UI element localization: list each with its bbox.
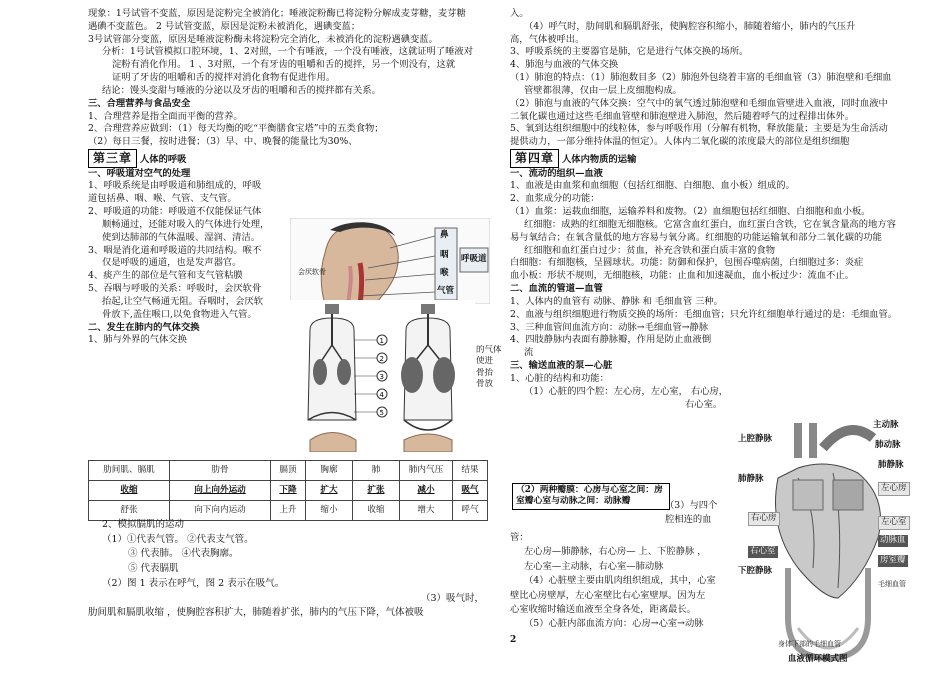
text-line: （2）肺泡与血液的气体交换：空气中的氧气透过肺泡壁和毛细血管壁进入血液，同时血液中 bbox=[510, 97, 888, 109]
text-line: 红细胞：成熟的红细胞无细胞核。它富含血红蛋白，血红蛋白含铁，它在氧含量高的地方容 bbox=[524, 218, 896, 230]
text-line: 入。 bbox=[510, 8, 529, 19]
respiratory-tract-figure bbox=[290, 218, 490, 304]
chapter-subtitle: 人体的呼吸 bbox=[139, 154, 187, 166]
text-line: 遇碘不变蓝色。 2 号试管变蓝，原因是淀粉未被消化，遇碘变蓝； bbox=[88, 20, 361, 32]
svg-text:5: 5 bbox=[379, 409, 384, 417]
text-line: 现象：1号试管不变蓝，原因是淀粉完全被消化；唾液淀粉酶已将淀粉分解成麦芽糖，麦芽糖 bbox=[88, 8, 466, 19]
text-line: 2、血液与组织细胞进行物质交换的场所：毛细血管；只允许红细胞单行通过的是：毛细血管。 bbox=[510, 308, 898, 320]
svg-text:4: 4 bbox=[379, 391, 384, 399]
text-line: 3、咽是消化道和呼吸道的共同结构。喉不 bbox=[88, 244, 262, 256]
text-line: 4、肺泡与血液的气体交换 bbox=[510, 59, 619, 71]
text-line: 管： bbox=[510, 532, 529, 543]
section-heading: 三、输送血液的泵—心脏 bbox=[510, 360, 613, 372]
text-line: 流 bbox=[524, 347, 534, 359]
heart-text-section bbox=[510, 531, 740, 632]
text-line: 5、吞咽与呼吸的关系：呼吸时，会厌软骨 bbox=[88, 283, 262, 295]
text-line: 1、血液是由血浆和血细胞（包括红细胞、白细胞、血小板）组成的。 bbox=[510, 180, 795, 192]
text-line: 仅是呼吸的通道，也是发声器官。 bbox=[102, 257, 242, 269]
nose-label: 鼻 bbox=[440, 230, 449, 240]
chapter-heading bbox=[510, 149, 920, 168]
chapter-title: 第四章 bbox=[510, 149, 559, 168]
page-number: 2 bbox=[510, 635, 517, 645]
table-header-cell: 胸廓 bbox=[306, 461, 353, 481]
text-line: 使到达肺部的气体温暖、湿润、清洁。 bbox=[102, 231, 261, 243]
text-line: 易与氧结合；在氧含量低的地方容易与氧分离。红细胞的功能运输氧和部分二氧化碳的功能 bbox=[510, 231, 882, 243]
text-line: ③ 代表肺。 ④代表胸廓。 bbox=[128, 548, 239, 560]
atrioventricular-valve-label: 房室瓣 bbox=[880, 555, 906, 565]
text-line: 提供动力，一部分维持体温的恒定）。人体内二氧化碳的浓度最大的部位是组织细胞 bbox=[510, 136, 850, 148]
text-line: 2、血浆成分的功能： bbox=[510, 193, 600, 205]
table-cell: 减小 bbox=[400, 481, 453, 501]
text-line: （2）图 1 表示在呼气，图 2 表示在吸气。 bbox=[102, 577, 285, 589]
superior-vena-cava-label: 上腔静脉 bbox=[738, 434, 773, 444]
body-capillary-label: 身体下部的毛细血管 bbox=[778, 640, 841, 648]
arterial-blood-label: 动脉血 bbox=[880, 535, 906, 545]
table-header-row bbox=[89, 461, 488, 481]
table-cell: 呼气 bbox=[453, 501, 488, 521]
table-cell: 下降 bbox=[271, 481, 306, 501]
text-line: 1、合理营养是指全面而平衡的营养。 bbox=[88, 110, 243, 122]
text-line: 右心室。 bbox=[685, 398, 723, 410]
text-line: 3、三种血管间血流方向：动脉→毛细血管→静脉 bbox=[510, 321, 709, 333]
text-line: 抬起,让空气畅通无阻。吞咽时，会厌软 bbox=[102, 295, 264, 307]
text-line: 左心室—主动脉，右心室—肺动脉 bbox=[524, 560, 664, 572]
table-header-cell: 肺 bbox=[353, 461, 400, 481]
text-line: （1）血浆：运载血细胞，运输养料和废物。（2）血细胞包括红细胞、白细胞和血小板。 bbox=[510, 206, 871, 218]
chapter-title: 第三章 bbox=[88, 149, 137, 168]
table-header-cell: 结果 bbox=[453, 461, 488, 481]
diaphragm-model-section bbox=[88, 518, 498, 621]
text-line: 3号试管部分变蓝，原因是唾液淀粉酶未将淀粉完全消化，未被消化的淀粉遇碘变蓝。 bbox=[88, 33, 438, 45]
text-line: （1）心脏的四个腔：左心房，左心室， 右心房， bbox=[524, 385, 729, 397]
text-line: 心室收缩时输送血液至全身各处，距离最长。 bbox=[510, 604, 696, 616]
epiglottis-label: 会厌软骨 bbox=[298, 268, 326, 276]
airway-label: 呼吸道 bbox=[461, 254, 487, 264]
table-cell: 收缩 bbox=[353, 501, 400, 521]
right-ventricle-label: 右心室 bbox=[750, 546, 776, 556]
head-profile-illustration bbox=[290, 218, 490, 304]
text-line: 腔相连的血 bbox=[665, 514, 712, 526]
table-header-cell: 膈顶 bbox=[271, 461, 306, 481]
text-line: （2）每日三餐，按时进餐；（3）早、中、晚餐的能量比为30%、 bbox=[88, 136, 358, 148]
pulmonary-artery-label: 肺动脉 bbox=[875, 440, 901, 450]
right-column bbox=[510, 8, 920, 411]
section-heading: 三、合理营养与食品安全 bbox=[88, 97, 191, 109]
text-line: 3、呼吸系统的主要器官是肺，它是进行气体交换的场所。 bbox=[510, 46, 749, 58]
text-line: 壁比心房壁厚，左心室壁比右心室壁厚。因为左 bbox=[510, 589, 706, 601]
table-cell: 吸气 bbox=[453, 481, 488, 501]
pulmonary-vein-label: 肺静脉 bbox=[878, 460, 904, 470]
text-line: 道包括鼻、咽、喉、气管、支气管。 bbox=[88, 193, 237, 205]
left-atrium-label: 左心房 bbox=[878, 482, 910, 496]
table-header-cell: 肋骨 bbox=[170, 461, 271, 481]
text-line: 左心房—肺静脉，右心房— 上、下腔静脉 ， bbox=[524, 546, 707, 558]
capillary-label: 毛细血管 bbox=[878, 580, 906, 588]
table-cell: 向上向外运动 bbox=[170, 481, 271, 501]
table-cell: 舒张 bbox=[89, 501, 170, 521]
text-line: ⑤ 代表膈肌 bbox=[128, 563, 179, 575]
text-line: 骨放下,盖住喉口,以免食物进入气管。 bbox=[102, 308, 257, 320]
breathing-movement-table bbox=[88, 460, 488, 521]
aorta-label: 主动脉 bbox=[873, 420, 899, 430]
text-line: （4）呼气时，肋间肌和膈肌舒张，使胸腔容积缩小，肺随着缩小，肺内的气压升 bbox=[524, 20, 856, 32]
table-cell: 扩张 bbox=[353, 481, 400, 501]
table-header-cell: 肋间肌、膈肌 bbox=[89, 461, 170, 481]
inferior-vena-cava-label: 下腔静脉 bbox=[738, 566, 773, 576]
text-line: 结论：馒头变甜与唾液的分泌以及牙齿的咀嚼和舌的搅拌都有关系。 bbox=[102, 84, 381, 96]
bell-jar-model-figure bbox=[290, 300, 475, 452]
table-cell: 向下向内运动 bbox=[170, 501, 271, 521]
bell-jar-illustration bbox=[290, 300, 475, 452]
section-heading: 二、发生在肺内的气体交换 bbox=[88, 321, 200, 333]
text-line: 高，气体被呼出。 bbox=[510, 33, 585, 45]
text-line: 肋间肌和膈肌收缩 ，使胸腔容积扩大，肺随着扩张，肺内的气压下降，气体被吸 bbox=[88, 607, 424, 619]
text-line: 5、氧到达组织细胞中的线粒体，参与呼吸作用（分解有机物，释放能量；主要是为生命活动 bbox=[510, 123, 888, 135]
clipped-side-notes bbox=[476, 345, 510, 415]
text-line: （3）与四个 bbox=[665, 500, 718, 511]
chapter-subtitle: 人体内物质的运输 bbox=[561, 154, 637, 166]
pulmonary-vein-label: 肺静脉 bbox=[738, 474, 764, 484]
svg-text:2: 2 bbox=[379, 355, 384, 363]
text-line: （3）吸气时， bbox=[420, 592, 484, 604]
section-heading: 二、血流的管道—血管 bbox=[510, 283, 603, 295]
text-line: 白细胞：有细胞核，呈圆球状。功能：防御和保护，包围吞噬病菌，白细胞过多：炎症 bbox=[510, 257, 864, 269]
section-heading: 一、流动的组织—血液 bbox=[510, 167, 603, 179]
table-cell: 增大 bbox=[400, 501, 453, 521]
text-line: 二氧化碳也通过这些毛细血管壁和肺泡壁进入肺泡，然后随着呼气的过程排出体外。 bbox=[510, 110, 854, 122]
table-cell: 扩大 bbox=[306, 481, 353, 501]
figure-caption: 血液循环模式图 bbox=[788, 654, 848, 664]
text-line: 淀粉有消化作用。 1 、3对照，一个有牙齿的咀嚼和舌的搅拌，另一个则没有，这就 bbox=[112, 59, 456, 71]
text-line: 1、肺与外界的气体交换 bbox=[88, 334, 187, 346]
text-line: 2、合理营养应做到：（1）每天均衡的吃“平衡膳食宝塔”中的五类食物； bbox=[88, 123, 384, 135]
svg-text:3: 3 bbox=[379, 373, 384, 381]
text-line: 红细胞和血红蛋白过少：贫血，补充含铁和蛋白质丰富的食物 bbox=[524, 244, 776, 256]
svg-text:1: 1 bbox=[379, 337, 384, 345]
text-line: 2、模拟膈肌的运动 bbox=[102, 519, 185, 530]
chapter-heading bbox=[88, 149, 498, 168]
table-cell: 收缩 bbox=[89, 481, 170, 501]
table-cell: 上升 bbox=[271, 501, 306, 521]
valve-note-box: （2）两种瓣膜：心房与心室之间：房室瓣心室与动脉之间：动脉瓣 bbox=[512, 483, 670, 510]
right-atrium-label: 右心房 bbox=[748, 512, 780, 526]
side-note: 的气体 bbox=[476, 345, 502, 355]
text-line: 1、心脏的结构和功能： bbox=[510, 372, 609, 384]
vessel-note bbox=[665, 499, 735, 528]
text-line: 证明了牙齿的咀嚼和舌的搅拌对消化食物有促进作用。 bbox=[112, 72, 336, 84]
side-note: 骨放 bbox=[476, 379, 494, 390]
text-line: 1、人体内的血管有 动脉、静脉 和 毛细血管 三种。 bbox=[510, 295, 723, 307]
larynx-label: 喉 bbox=[440, 268, 449, 278]
pharynx-label: 咽 bbox=[440, 250, 449, 260]
text-line: （1）肺泡的特点：（1）肺泡数目多（2）肺泡外包绕着丰富的毛细血管（3）肺泡壁和毛细血 bbox=[510, 72, 892, 84]
table-header-cell: 肺内气压 bbox=[400, 461, 453, 481]
heart-circulation-figure bbox=[738, 418, 918, 668]
text-line: 顺畅通过，还能对吸入的气体进行处理， bbox=[102, 218, 270, 230]
text-line: 1、呼吸系统是由呼吸道和肺组成的，呼吸 bbox=[88, 180, 262, 192]
text-line: 管壁都很薄，仅由一层上皮细胞构成。 bbox=[524, 84, 683, 96]
side-note: 骨抬 bbox=[476, 367, 494, 378]
text-line: 4、痰产生的部位是气管和支气管粘膜 bbox=[88, 270, 243, 282]
text-line: 4、四肢静脉内表面有静脉瓣，作用是防止血液倒 bbox=[510, 334, 712, 346]
trachea-label: 气管 bbox=[437, 286, 455, 296]
section-heading: 一、呼吸道对空气的处理 bbox=[88, 167, 191, 179]
text-line: （1）①代表气管。 ②代表支气管。 bbox=[102, 533, 254, 545]
side-note: 使进 bbox=[476, 356, 494, 367]
text-line: 血小板：形状不规则，无细胞核，功能：止血和加速凝血，血小板过少：流血不止。 bbox=[510, 270, 854, 282]
text-line: （5）心脏内部血流方向：心房→心室→动脉 bbox=[524, 618, 704, 630]
text-line: 分析：1号试管模拟口腔环境，1、2对照，一个有唾液，一个没有唾液，这就证明了唾液对 bbox=[102, 46, 474, 58]
left-ventricle-label: 左心室 bbox=[878, 516, 910, 530]
table-row bbox=[89, 481, 488, 501]
text-line: （4）心脏壁主要由肌肉组织组成，其中，心室 bbox=[524, 575, 716, 587]
text-line: 2、呼吸道的功能：呼吸道不仅能保证气体 bbox=[88, 206, 262, 218]
table-cell: 缩小 bbox=[306, 501, 353, 521]
